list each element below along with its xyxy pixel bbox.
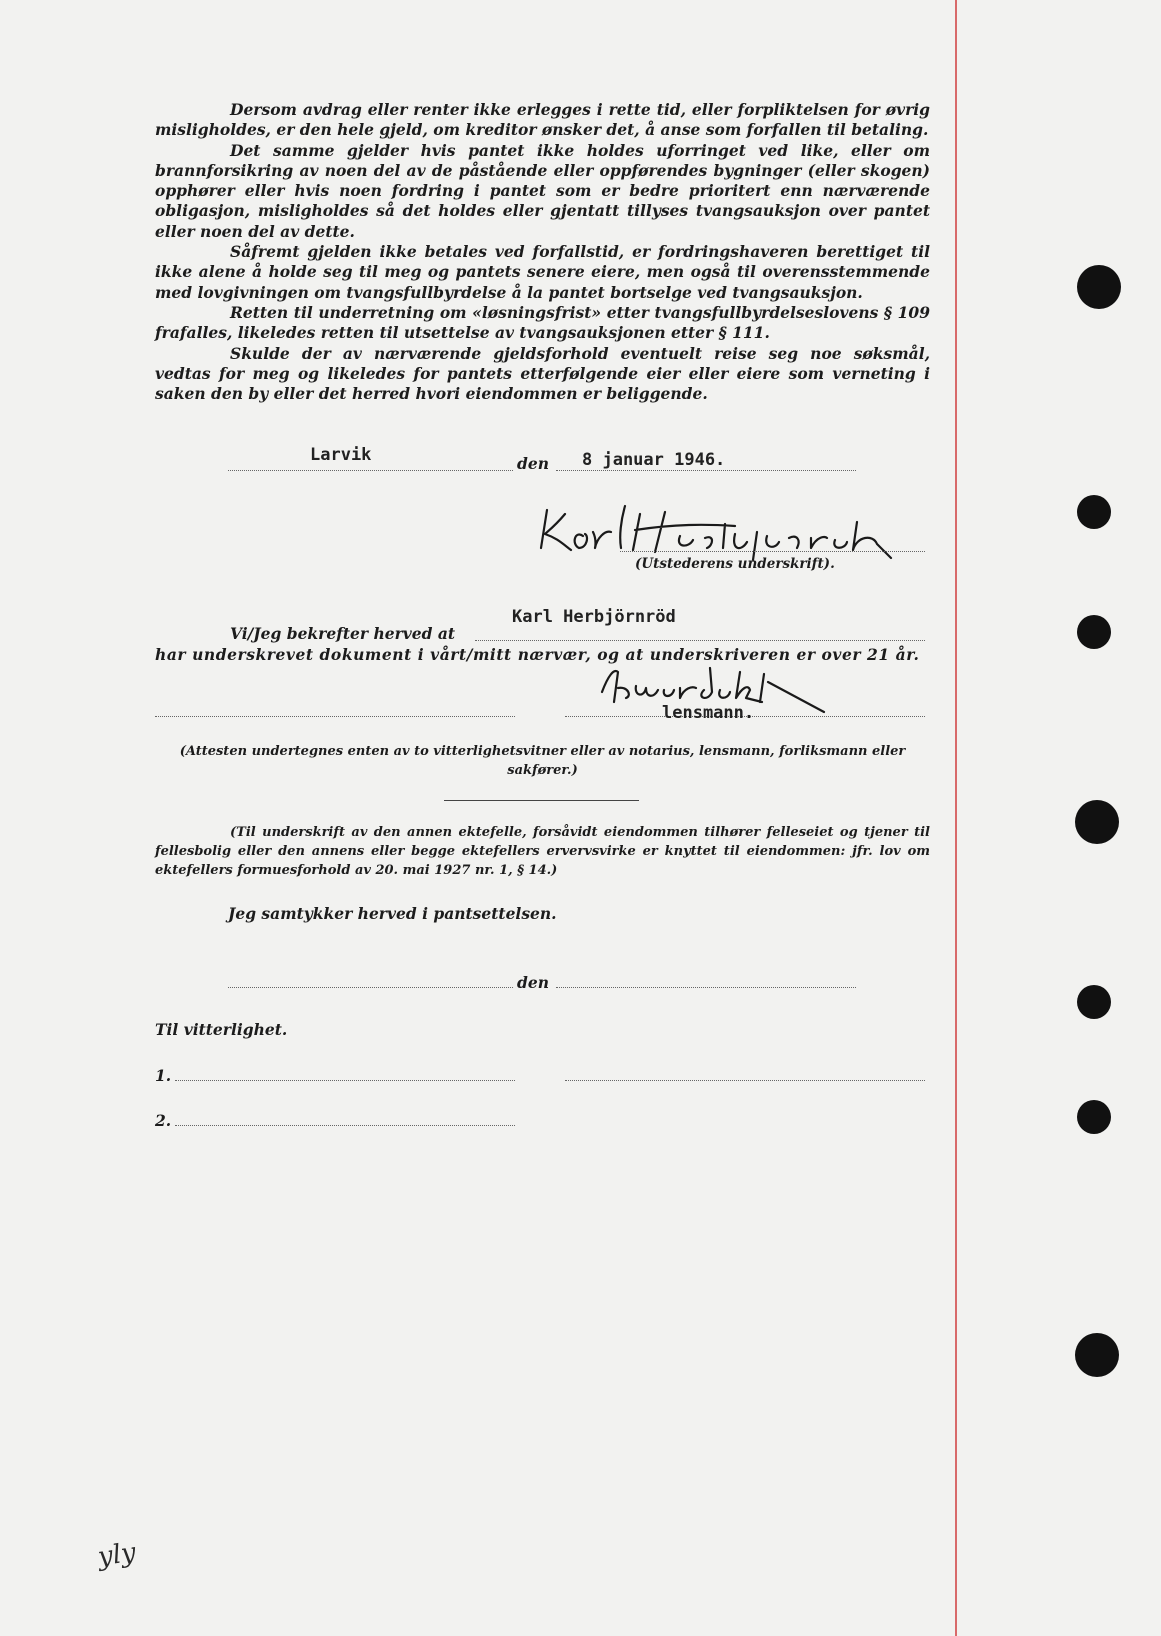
binder-hole — [1077, 495, 1111, 529]
issuer-signature-line — [620, 551, 925, 552]
binder-hole — [1077, 1100, 1111, 1134]
consent-date-line — [556, 987, 856, 988]
place-value: Larvik — [310, 445, 372, 465]
terms-paragraph: Det samme gjelder hvis pantet ikke holdes uforringet ved like, eller om brannforsikring av noen del av de påstående eller oppførendes bygninger (eller skogen) opphører eller hvis noen fordring i pantet som er bedre prioritert enn nærværende obligasjon, misligholdes så det holdes eller gjentatt tillyses tvangsauksjon over pantet eller noen del av dette. — [155, 140, 930, 241]
date-line — [556, 470, 856, 471]
witness-title: lensmann. — [662, 703, 755, 723]
binder-hole — [1075, 1333, 1119, 1377]
margin-initials: yly — [96, 1537, 138, 1573]
terms-paragraph: Såfremt gjelden ikke betales ved forfallstid, er fordringshaveren berettiget til ikke alene å holde seg til meg og pantets senere eiere, men også til overensstemmende med lovgivningen om tvangsfullbyrdelse å la pantet bortselge ved tvangsauksjon. — [155, 242, 930, 302]
margin-red-line — [955, 0, 957, 1636]
consent-signature-line — [228, 987, 513, 988]
attest-separator — [444, 800, 639, 801]
den-label-2: den — [517, 973, 549, 992]
date-value: 8 januar 1946. — [582, 450, 726, 470]
witness-line-left — [155, 716, 515, 717]
witness-1-line-right — [565, 1080, 925, 1081]
place-line — [228, 470, 513, 471]
witness-1-label: 1. — [155, 1066, 172, 1085]
binder-hole — [1077, 985, 1111, 1019]
witness-1-line-left — [175, 1080, 515, 1081]
spouse-note: (Til underskrift av den annen ektefelle, forsåvidt eiendommen tilhører felleseiet og tjener til fellesbolig eller den annens eller begge ektefellers ervervsvirke er knyttet til eiendommen: jfr. lov om ektefellers formuesforhold av 20. mai 1927 nr. 1, § 14.) — [155, 825, 930, 878]
confirmed-name-line — [475, 640, 925, 641]
issuer-signature-caption: (Utstederens underskrift). — [635, 556, 835, 572]
witness-2-label: 2. — [155, 1111, 172, 1130]
consent-text: Jeg samtykker herved i pantsettelsen. — [228, 904, 557, 923]
witness-confirm-rest: har underskrevet dokument i vårt/mitt nærvær, og at underskriveren er over 21 år. — [155, 645, 920, 664]
terms-paragraph: Dersom avdrag eller renter ikke erlegges i rette tid, eller forpliktelsen for øvrig misligholdes, er den hele gjeld, om kreditor ønsker det, å anse som forfallen til betaling. — [155, 100, 930, 140]
binder-hole — [1077, 265, 1121, 309]
witness-confirm-prefix: Vi/Jeg bekrefter herved at — [230, 624, 456, 643]
confirmed-name-value: Karl Herbjörnröd — [512, 607, 676, 627]
binder-hole — [1075, 800, 1119, 844]
attest-note: (Attesten undertegnes enten av to vitterlighetsvitner eller av notarius, lensmann, forliksmann eller sakfører.) — [179, 744, 906, 778]
witness-heading: Til vitterlighet. — [155, 1020, 288, 1039]
terms-paragraphs — [155, 100, 930, 404]
binder-hole — [1077, 615, 1111, 649]
terms-paragraph: Retten til underretning om «løsningsfrist» etter tvangsfullbyrdelseslovens § 109 frafalles, likeledes retten til utsettelse av tvangsauksjonen etter § 111. — [155, 302, 930, 343]
witness-2-line — [175, 1125, 515, 1126]
terms-paragraph: Skulde der av nærværende gjeldsforhold eventuelt reise seg noe søksmål, vedtas for meg og likeledes for pantets etterfølgende eier eller eiere som verneting i saken den by eller det herred hvori eiendommen er beliggende. — [155, 343, 930, 404]
den-label: den — [517, 454, 549, 473]
